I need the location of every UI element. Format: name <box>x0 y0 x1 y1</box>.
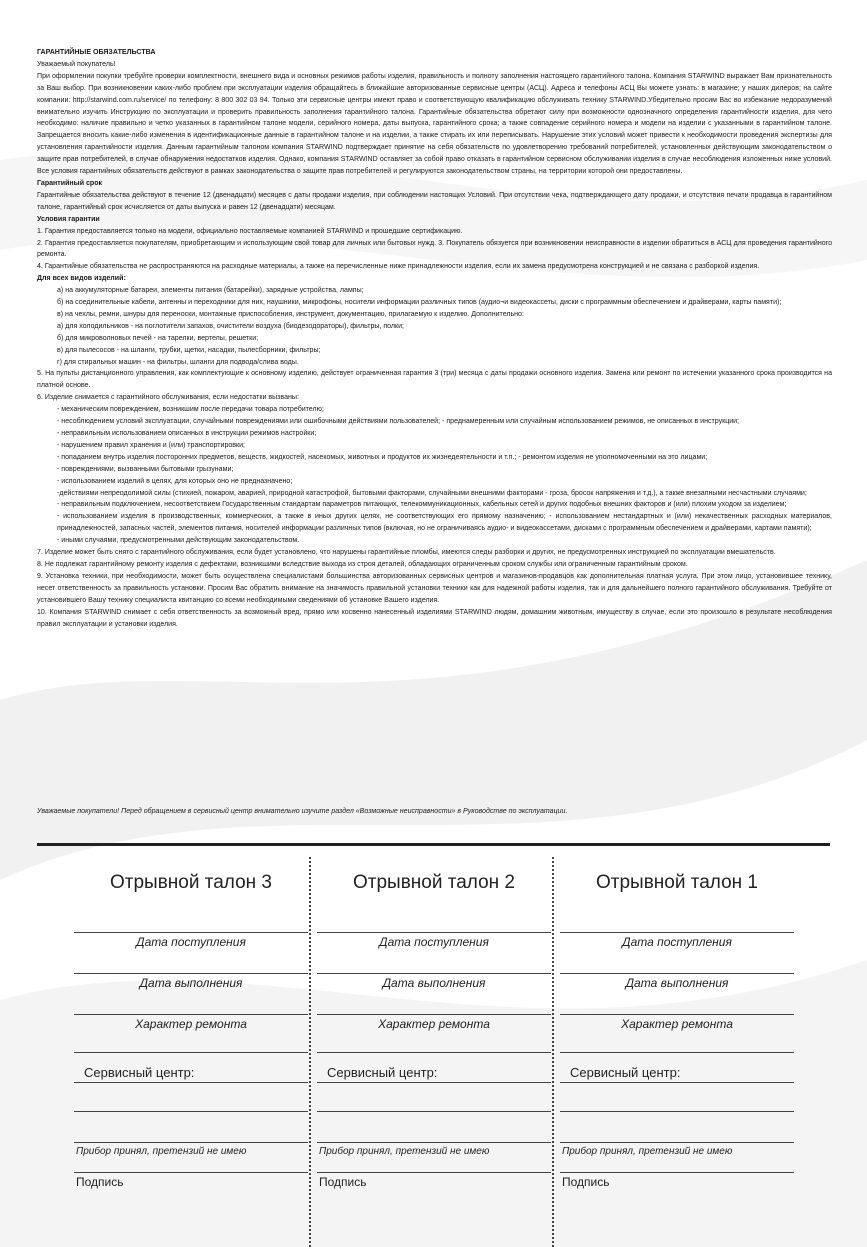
exclusion-item: а) для холодильников - на поглотители запахов, очистители воздуха (биодезодораторы), фильтры, полки; <box>57 322 405 330</box>
fill-line[interactable] <box>560 1111 794 1112</box>
defect-item: - неправильным использованием описанных в инструкции режимов настройки; <box>57 430 317 437</box>
condition-6: 6. Изделие снимается с гарантийного обслуживания, если недостатки вызваны: <box>37 394 299 402</box>
defect-item: - нарушением правил хранения и (или) транспортировки; <box>57 441 246 449</box>
service-center-label: Сервисный центр: <box>84 1065 195 1080</box>
warranty-text <box>37 47 832 630</box>
exclusion-item: в) на чехлы, ремни, шнуры для переноски, монтажные приспособления, инструмент, документацию, прилагаемую к изделию. Дополнительно: <box>57 310 524 318</box>
warranty-greeting: Уважаемый покупатель! <box>37 60 116 68</box>
exclusion-item: б) для микроволновых печей - на тарелки, вертелы, решетки; <box>57 334 259 342</box>
fill-line[interactable] <box>74 1052 308 1053</box>
tear-line <box>309 857 311 1247</box>
fill-line[interactable] <box>560 1172 794 1173</box>
date-received-label: Дата поступления <box>136 935 246 949</box>
coupon-1 <box>560 846 794 1246</box>
condition-7: 7. Изделие может быть снято с гарантийного обслуживания, если будет установлено, что нарушены гарантийные пломбы, имеются следы разборки и других, не предусмотренных инструкцией по эксплуатации вмешательств. <box>37 549 776 557</box>
defect-item: - неправильным подключением, несоответствием Государственным стандартам параметров питающих, телекоммуникационных, кабельных сетей и других подобных внешних факторов и (или) плохим уходом за изделием; <box>57 501 787 509</box>
defect-item: - несоблюдением условий эксплуатации, случайными повреждениями или ошибочными действиями пользователей; - преднамеренным или случайным использованием режимов, не описанных в инструкции; <box>57 418 740 426</box>
date-done-label: Дата выполнения <box>382 976 486 990</box>
fill-line[interactable] <box>74 932 308 933</box>
exclusion-item: в) для пылесосов - на шланги, трубки, щетки, насадки, пылесборники, фильтры; <box>57 346 321 354</box>
warranty-period-text: Гарантийные обязательства действуют в течение 12 (двенадцати) месяцев с даты продажи изделия, при соблюдении настоящих Условий. При отсутствии чека, подтверждающего дату продажи, и отсутствия печати продавца в гарантийном талоне, гарантийный срок исчисляется от даты выпуска и равен 12 (двенадцати) месяцам. <box>37 191 832 211</box>
coupon-3 <box>74 846 308 1246</box>
all-types-heading: Для всех видов изделий: <box>37 275 126 283</box>
signature-label: Подпись <box>562 1175 610 1189</box>
repair-type-label: Характер ремонта <box>621 1017 733 1031</box>
fill-line[interactable] <box>560 932 794 933</box>
fill-line[interactable] <box>560 1082 794 1083</box>
fill-line[interactable] <box>74 1014 308 1015</box>
defect-item: - использованием изделий в целях, для которых оно не предназначено; <box>57 477 293 485</box>
signature-label: Подпись <box>76 1175 124 1189</box>
warranty-title: ГАРАНТИЙНЫЕ ОБЯЗАТЕЛЬСТВА <box>37 49 156 56</box>
fill-line[interactable] <box>74 1142 308 1143</box>
defect-item: - механическим повреждением, возникшим после передачи товара потребителю; <box>57 406 324 414</box>
fill-line[interactable] <box>560 1142 794 1143</box>
accepted-label: Прибор принял, претензий не имею <box>319 1146 490 1157</box>
warranty-period-title: Гарантийный срок <box>37 179 103 187</box>
fill-line[interactable] <box>317 1172 551 1173</box>
service-notice: Уважаемые покупатели! Перед обращением в сервисный центр внимательно изучите раздел «Возможные неисправности» в Руководстве по эксплуатации. <box>37 808 568 815</box>
defect-item: - попаданием внутрь изделия посторонних предметов, веществ, жидкостей, насекомых, животных и продуктов их жизнедеятельности и т.п.; - ремонтом изделия не уполномоченными на это лицами; <box>57 453 708 461</box>
defect-item: - повреждениями, вызванными бытовыми грызунами; <box>57 465 234 473</box>
date-done-label: Дата выполнения <box>625 976 729 990</box>
fill-line[interactable] <box>560 973 794 974</box>
condition-1: 1. Гарантия предоставляется только на модели, официально поставляемые компанией STARWIND и прошедшие сертификацию. <box>37 227 463 235</box>
exclusion-item: б) на соединительные кабели, антенны и переходники для них, наушники, микрофоны, носители информации различных типов (аудио¬и видеокассеты, диски с программным обеспечением и драйверами, карты памяти); <box>57 299 782 307</box>
condition-4: 4. Гарантийные обязательства не распространяются на расходные материалы, а также на перечисленные ниже принадлежности изделия, если их замена предусмотрена конструкцией и не связана с разборкой изделия. <box>37 263 760 271</box>
fill-line[interactable] <box>560 1052 794 1053</box>
coupon-title: Отрывной талон 1 <box>595 872 758 893</box>
accepted-label: Прибор принял, претензий не имею <box>76 1146 247 1157</box>
date-done-label: Дата выполнения <box>139 976 243 990</box>
defect-item: -действиями непреодолимой силы (стихией, пожаром, аварией, природной катастрофой, бытовыми факторами, случайными внешними факторами - гроза, бросок напряжения и т.д.), а также внезапными несчастными случаями; <box>57 489 807 497</box>
date-received-label: Дата поступления <box>622 935 732 949</box>
fill-line[interactable] <box>317 1014 551 1015</box>
defect-item: - иными случаями, предусмотренными действующим законодательством. <box>57 537 300 545</box>
condition-2: 2. Гарантия предоставляется покупателям, приобретающим и использующим свой товар для личных или бытовых нужд. 3. Покупатель обязуется при возникновении неисправности в изделии обратиться в АСЦ для проведения гарантийного ремонта. <box>37 239 832 259</box>
fill-line[interactable] <box>74 1082 308 1083</box>
fill-line[interactable] <box>74 973 308 974</box>
fill-line[interactable] <box>317 1142 551 1143</box>
condition-9: 9. Установка техники, при необходимости, может быть осуществлена специалистами большинства авторизованных сервисных центров и магазинов-продавцов как дополнительная платная услуга. При этом лицо, установившее технику, несет ответственность за правильность установки. Просим Вас обратить внимание на значимость правильной установки техники как для надежной работы изделия, так и для дальнейшего полного гарантийного обслуживания. Требуйте от установившего Вашу технику специалиста квитанцию со всеми необходимыми сведениями об установке Вашего изделия. <box>37 572 832 604</box>
coupon-title: Отрывной талон 2 <box>352 872 515 893</box>
condition-5: 5. На пульты дистанционного управления, как комплектующие к основному изделию, действует ограниченная гарантия 3 (три) месяца с даты продажи основного изделия. Замена или ремонт по истечении указанного срока производится на платной основе. <box>37 370 832 390</box>
defect-item: - использованием изделия в производственных, коммерческих, а также в иных других целях, не соответствующих его прямому назначению; - использованием нестандартных и (или) некачественных расходных материалов, принадлежностей, запасных частей, элементов питания, носителей информации различных типов (включая, но не ограничиваясь аудио- и видеокассетами, дисками с программным обеспечением и драйверами, картами памяти); <box>57 513 832 533</box>
fill-line[interactable] <box>317 1052 551 1053</box>
fill-line[interactable] <box>317 1111 551 1112</box>
repair-type-label: Характер ремонта <box>135 1017 247 1031</box>
fill-line[interactable] <box>317 932 551 933</box>
warranty-intro: При оформлении покупки требуйте проверки комплектности, внешнего вида и основных режимов работы изделия, правильность и полноту заполнения настоящего гарантийного талона. Компания STARWIND выражает Вам признательность за Ваш выбор. При возникновении каких-либо проблем при эксплуатации изделия обращайтесь в ближайшие авторизованные сервисные центры (АСЦ). Адреса и телефоны АСЦ Вы можете узнать: в магазине; у наших дилеров; на сайте компании: http://starwind.com.ru/service/ по телефону: 8 800 302 03 94. Только эти сервисные центры имеют право и соответствующую квалификацию обслуживать технику STARWIND.Убедительно просим Вас во избежание недоразумений внимательно изучить Инструкцию по эксплуатации и проверить правильность заполнения гарантийного талона. Гарантийные обязательства обретают силу при возможности однозначного определения гарантийности изделия, для чего необходимо: наличие правильно и четко указанных в гарантийном талоне модели, серийного номера, даты выпуска, гарантийного срока; а также совпадение серийного номера и модели на изделии с указанными в гарантийном талоне. Запрещается вносить какие-либо изменения в идентификационные данные в гарантийном талоне и на изделии, а также стирать их или переписывать. Нарушение этих условий может привести к необходимости проведения экспертизы для установления гарантийности изделия. Данным гарантийным талоном компания STARWIND подтверждает принятие на себя обязательств по удовлетворению требований потребителей, установленных действующим законодательством о защите прав потребителей, в случае обнаружения недостатков изделия. Однако, компания STARWIND оставляет за собой право отказать в гарантийном сервисном обслуживании изделия в случае несоблюдения изложенных ниже условий. Все условия гарантийных обязательств действуют в рамках законодательства о защите прав потребителей и регулируются законодательством страны, на территории которой они предоставлены. <box>37 72 832 176</box>
fill-line[interactable] <box>560 1014 794 1015</box>
warranty-conditions-title: Условия гарантии <box>37 215 100 223</box>
tear-line <box>552 857 554 1247</box>
exclusion-item: а) на аккумуляторные батареи, элементы питания (батарейки), зарядные устройства, лампы; <box>57 287 364 295</box>
exclusion-item: г) для стиральных машин - на фильтры, шланги для подвода/слива воды. <box>57 358 299 366</box>
fill-line[interactable] <box>74 1172 308 1173</box>
fill-line[interactable] <box>317 1082 551 1083</box>
repair-type-label: Характер ремонта <box>378 1017 490 1031</box>
date-received-label: Дата поступления <box>379 935 489 949</box>
accepted-label: Прибор принял, претензий не имею <box>562 1146 733 1157</box>
fill-line[interactable] <box>317 973 551 974</box>
coupon-2 <box>317 846 551 1246</box>
fill-line[interactable] <box>74 1111 308 1112</box>
condition-10: 10. Компания STARWIND снимает с себя ответственность за возможный вред, прямо или косвенно нанесенный изделиями STARWIND людям, домашним животным, имуществу в случае, если это произошло в результате несоблюдения правил эксплуатации и установки изделия. <box>37 608 832 628</box>
service-center-label: Сервисный центр: <box>570 1065 681 1080</box>
coupon-title: Отрывной талон 3 <box>109 872 272 893</box>
condition-8: 8. Не подлежат гарантийному ремонту изделия с дефектами, возникшими вследствие выхода из строя деталей, обладающих ограниченным сроком службы или ограниченным гарантийным сроком. <box>37 560 688 568</box>
signature-label: Подпись <box>319 1175 367 1189</box>
service-center-label: Сервисный центр: <box>327 1065 438 1080</box>
